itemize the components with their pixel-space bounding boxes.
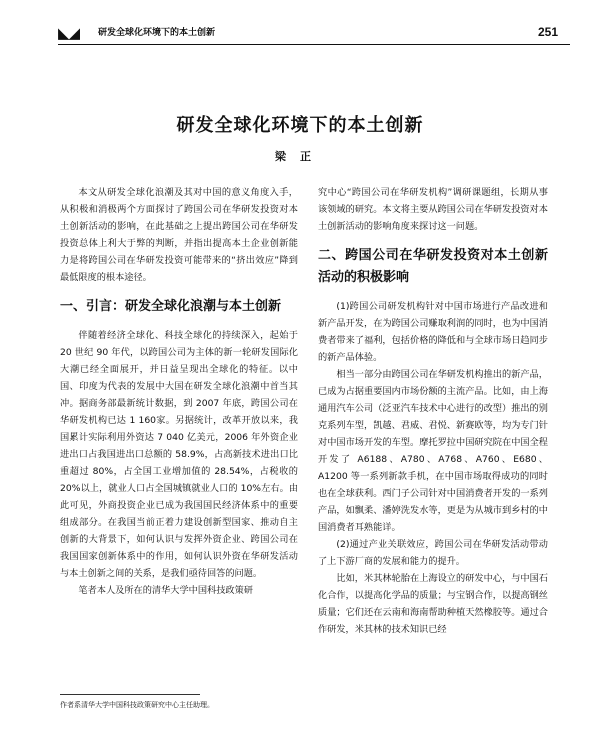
body-paragraph: (2)通过产业关联效应，跨国公司在华研发活动带动了上下游厂商的发展和能力的提升。 (318, 539, 548, 567)
left-column (60, 184, 298, 599)
page-number: 251 (537, 25, 558, 39)
article-title: 研发全球化环境下的本土创新 (176, 115, 424, 136)
author-name: 梁正 (275, 150, 325, 163)
body-paragraph: 比如，米其林轮胎在上海设立的研发中心，与中国石化合作，以提高化学品的质量；与宝钢合作，以提高钢丝质量；它们还在云南和海南帮助种植天然橡胶等。通过合作研发，米其林的技术知识已经 (318, 573, 548, 635)
section-2-heading: 二、跨国公司在华研发投资对本土创新活动的积极影响 (318, 248, 548, 285)
abstract-paragraph: 本文从研发全球化浪潮及其对中国的意义角度入手，从积极和消极两个方面探讨了跨国公司在华研发投资对本土创新活动的影响，在此基础之上提出跨国公司在华研发投资总体上利大于弊的判断，并指出提高本土企业创新能力是将跨国公司在华研发投资可能带来的“挤出效应”降到最低限度的根本途径。 (60, 187, 298, 283)
body-paragraph: 伴随着经济全球化、科技全球化的持续深入，起始于 20 世纪 90 年代，以跨国公司为主体的新一轮研发国际化大潮已经全面展开，并日益呈现出全球化的特征。以中国、印度为代表的发展中大国在研发全球化浪潮中首当其冲。据商务部最新统计数据，到 2007 年底，跨国公司在华研发机构已达 1 160家。另据统计，改革开放以来，我国累计实际利用外资达 7 040 亿美元，2006 年外资企业进出口占我国进出口总额的 58.9%，占高新技术进出口比重超过 80%，占全国工业增加值的 28.54%，占税收的 20%以上，就业人口占全国城镇就业人口的 10%左右。由此可见，外商投资企业已成为我国国民经济体系中的重要组成部分。在我国当前正着力建设创新型国家、推动自主创新的大背景下，如何认识与发挥外资企业、跨国公司在我国国家创新体系中的作用，如何认识外资在华研发活动与本土创新之间的关系，是我们亟待回答的问题。 (60, 330, 298, 579)
body-paragraph: 相当一部分由跨国公司在华研发机构推出的新产品，已成为占据重要国内市场份额的主流产品。比如，由上海通用汽车公司（泛亚汽车技术中心进行的改型）推出的别克系列车型，凯越、君威、君悦、新赛欧等，均为专门针对中国市场开发的车型。摩托罗拉中国研究院在中国全程开发了 A6188、A780、A768、A760、E680、A1200 等一系列新款手机，在中国市场取得成功的同时也在全球获利。西门子公司针对中国消费者开发的一系列产品，如飘柔、潘婷洗发水等，更是为从城市到乡村的中国消费者耳熟能详。 (318, 369, 548, 533)
body-paragraph: 究中心“跨国公司在华研发机构”调研课题组，长期从事该领域的研究。本文将主要从跨国公司在华研发投资对本土创新活动的影响角度来探讨这一问题。 (318, 187, 548, 232)
author-footnote: 作者系清华大学中国科技政策研究中心主任助理。 (60, 701, 214, 709)
running-header (58, 22, 570, 45)
section-1-heading: 一、引言：研发全球化浪潮与本土创新 (60, 299, 282, 314)
right-column (318, 184, 548, 638)
journal-logo-icon: ◣◢ (58, 24, 80, 42)
body-paragraph: 笔者本人及所在的清华大学中国科技政策研 (78, 585, 253, 596)
body-paragraph: (1)跨国公司研发机构针对中国市场进行产品改进和新产品开发，在为跨国公司赚取利润的同时，也为中国消费者带来了福利，包括价格的降低和与全球市场日趋同步的新产品体验。 (318, 301, 548, 363)
running-title: 研发全球化环境下的本土创新 (98, 28, 216, 38)
footnote-divider (60, 694, 200, 695)
